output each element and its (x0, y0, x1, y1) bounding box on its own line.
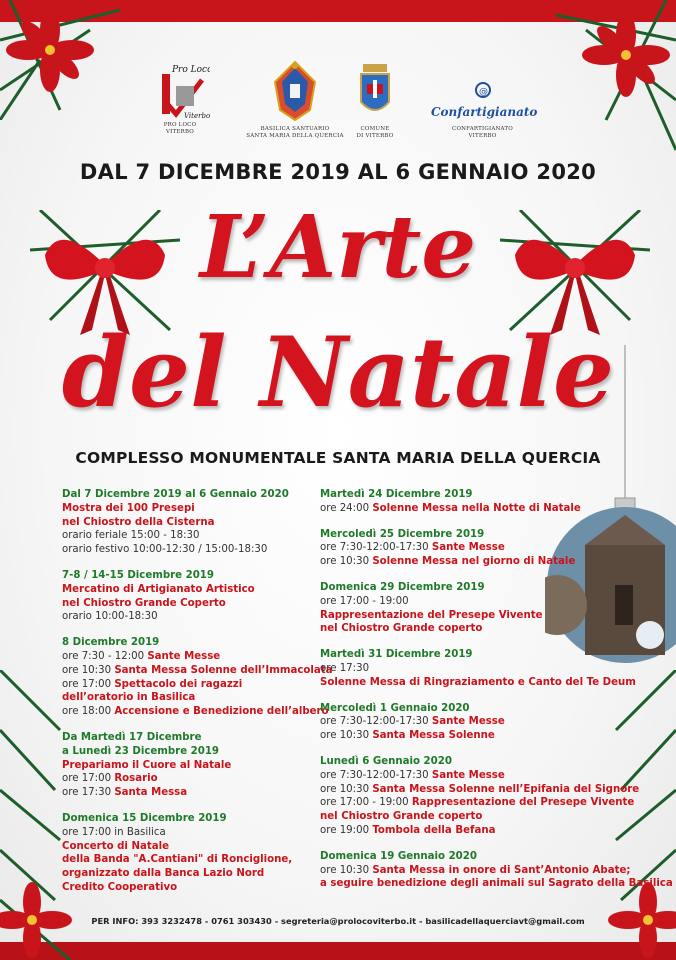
event-date: 7-8 / 14-15 Dicembre 2019 (62, 569, 214, 581)
event-description: Santa Messa Solenne (372, 730, 495, 742)
logo-confartigianato (425, 60, 540, 140)
event-description: Mostra dei 100 Presepi (62, 502, 195, 514)
event-description: Concerto di Natale (62, 840, 169, 852)
event-date: Domenica 15 Dicembre 2019 (62, 812, 227, 824)
event-line (320, 595, 610, 609)
svg-text:Confartigianato: Confartigianato (430, 105, 537, 119)
event-time: ore 10:30 (320, 783, 373, 795)
event-time: orario 10:00-18:30 (62, 611, 158, 623)
event-line (62, 597, 312, 611)
event-line (62, 759, 312, 773)
event-date: a Lunedì 23 Dicembre 2019 (62, 745, 220, 757)
event-date: Martedì 24 Dicembre 2019 (320, 489, 473, 500)
event-time: ore 17:00 (62, 773, 115, 785)
event-line (320, 877, 673, 891)
basilica-crest-icon (270, 60, 320, 122)
event-time: ore 7:30-12:00-17:30 (320, 542, 432, 554)
event-description: Santa Messa (114, 787, 188, 799)
event-line (320, 824, 610, 838)
event-description: Santa Messa in onore di Sant’Antonio Abate; (372, 864, 631, 876)
event-description: Solenne Messa nella Notte di Natale (372, 502, 581, 514)
program-event (62, 488, 312, 557)
event-line (62, 867, 312, 881)
event-date: Martedì 31 Dicembre 2019 (320, 649, 473, 661)
program-event (62, 636, 333, 719)
event-period-heading: DAL 7 DICEMBRE 2019 AL 6 GENNAIO 2020 (79, 160, 597, 184)
main-title-line2: del Natale (61, 316, 615, 429)
program-event (62, 731, 312, 800)
event-description: Spettacolo dei ragazzi (114, 678, 243, 690)
contact-info-footer: PER INFO: 393 3232478 - 0761 303430 - segreteria@prolocoviterbo.it - basilicadellaquerciavt@gmail.com (91, 916, 585, 926)
event-description: Santa Messa Solenne dell’Immacolata (114, 664, 333, 676)
event-description: Accensione e Benedizione dell’albero (114, 706, 329, 718)
event-line (62, 610, 312, 624)
event-time: ore 17:00 - 19:00 (320, 595, 409, 607)
event-description: nel Chiostro Grande Coperto (62, 597, 226, 609)
event-description: Solenne Messa nel giorno di Natale (372, 556, 576, 568)
event-line (320, 810, 610, 824)
svg-text:Pro Loco: Pro Loco (172, 65, 210, 75)
event-date: Domenica 19 Gennaio 2020 (320, 850, 477, 862)
event-time: ore 10:30 (320, 864, 373, 876)
event-description: Rosario (114, 773, 158, 785)
event-description: Sante Messe (431, 769, 505, 781)
event-date: Mercoledì 25 Dicembre 2019 (320, 528, 485, 540)
event-time: ore 10:30 (62, 664, 115, 676)
event-time: orario feriale 15:00 - 18:30 (62, 530, 200, 542)
event-description: Credito Cooperativo (62, 881, 178, 893)
event-date: Da Martedì 17 Dicembre (62, 731, 202, 743)
event-time: ore 17:30 (320, 662, 370, 674)
event-description: nel Chiostro Grande coperto (320, 811, 483, 823)
logo-bar (0, 60, 676, 156)
program-column-left (62, 488, 333, 907)
event-time: ore 17:00 - 19:00 (320, 797, 412, 809)
event-description: Prepariamo il Cuore al Natale (62, 759, 232, 771)
event-line (320, 783, 640, 797)
venue-heading: COMPLESSO MONUMENTALE SANTA MARIA DELLA QUERCIA (75, 449, 601, 467)
event-line (62, 678, 312, 692)
event-description: a seguire benedizione degli animali sul Sagrato della Basilica (320, 878, 673, 890)
svg-text:Viterbo: Viterbo (184, 112, 210, 118)
event-line (320, 502, 610, 516)
event-description: nel Chiostro Grande coperto (320, 623, 483, 635)
event-date: Dal 7 Dicembre 2019 al 6 Gennaio 2020 (62, 489, 289, 500)
event-date: Mercoledì 1 Gennaio 2020 (320, 702, 470, 714)
logo-pro-loco (140, 60, 220, 136)
event-line (320, 555, 610, 569)
event-time: orario festivo 10:00-12:30 / 15:00-18:30 (62, 544, 268, 556)
program-event (62, 569, 312, 624)
logo-caption: PRO LOCO VITERBO (163, 122, 197, 135)
event-line (320, 729, 610, 743)
pro-loco-logo-icon (150, 60, 210, 118)
logo-caption: CONFARTIGIANATO VITERBO (452, 126, 513, 139)
event-time: ore 19:00 (320, 824, 373, 836)
logo-caption: COMUNE DI VITERBO (356, 126, 394, 139)
svg-text:@: @ (478, 87, 488, 97)
event-line (320, 796, 635, 810)
event-line (62, 786, 312, 800)
event-time: ore 7:30-12:00-17:30 (320, 716, 432, 728)
program-event (320, 755, 640, 838)
program-event (320, 528, 610, 569)
event-description: della Banda "A.Cantiani" di Ronciglione, (62, 854, 293, 866)
event-description: dell’oratorio in Basilica (62, 692, 196, 704)
event-time: ore 24:00 (320, 502, 373, 514)
logo-comune (345, 60, 405, 140)
event-line (320, 609, 610, 623)
logo-basilica (240, 60, 350, 140)
event-line (62, 583, 312, 597)
main-title-line1: L’Arte (199, 197, 477, 298)
event-time: ore 17:30 (62, 787, 115, 799)
event-description: Mercatino di Artigianato Artistico (62, 583, 255, 595)
event-date: Lunedì 6 Gennaio 2020 (320, 755, 452, 767)
comune-crest-icon (357, 60, 393, 122)
event-line (62, 529, 312, 543)
event-line (320, 769, 610, 783)
program-event (320, 581, 610, 636)
event-time: ore 10:30 (320, 730, 373, 742)
event-description: organizzato dalla Banca Lazio Nord (62, 868, 265, 880)
event-line (62, 826, 312, 840)
program-event (320, 702, 610, 743)
event-line (320, 864, 631, 878)
event-line (320, 715, 610, 729)
event-description: Rappresentazione del Presepe Vivente (411, 797, 635, 809)
event-line (62, 543, 312, 557)
event-line (62, 772, 312, 786)
program-event (62, 812, 312, 895)
event-date: Domenica 29 Dicembre 2019 (320, 581, 485, 593)
program-event (320, 488, 610, 516)
event-line (62, 502, 312, 516)
event-line (320, 541, 610, 555)
confartigianato-logo-icon (428, 60, 538, 122)
bottom-red-band (0, 942, 676, 960)
event-line (320, 676, 636, 690)
logo-caption: BASILICA SANTUARIO SANTA MARIA DELLA QUERCIA (246, 126, 344, 139)
event-line (62, 853, 312, 867)
event-line (62, 691, 312, 705)
event-line (62, 881, 312, 895)
event-time: ore 17:00 (62, 678, 115, 690)
program-event (320, 648, 636, 689)
event-time: ore 7:30 - 12:00 (62, 650, 148, 662)
event-line (62, 650, 312, 664)
event-line (62, 664, 333, 678)
event-description: Sante Messe (147, 650, 221, 662)
program-column-right (320, 488, 673, 903)
event-line (62, 705, 329, 719)
event-description: Solenne Messa di Ringraziamento e Canto del Te Deum (320, 676, 636, 688)
event-line (62, 840, 312, 854)
event-description: nel Chiostro della Cisterna (62, 516, 215, 528)
event-date: 8 Dicembre 2019 (62, 637, 160, 649)
event-time: ore 7:30-12:00-17:30 (320, 769, 432, 781)
event-description: Sante Messe (431, 716, 505, 728)
event-description: Tombola della Befana (372, 824, 496, 836)
event-description: Santa Messa Solenne nell’Epifania del Signore (372, 783, 640, 795)
event-time: ore 10:30 (320, 556, 373, 568)
event-description: Sante Messe (431, 542, 505, 554)
event-line (62, 516, 312, 530)
event-time: ore 18:00 (62, 706, 115, 718)
event-time: ore 17:00 in Basilica (62, 826, 166, 838)
event-line (320, 662, 610, 676)
program-event (320, 850, 673, 891)
event-line (320, 622, 610, 636)
event-description: Rappresentazione del Presepe Vivente (320, 609, 543, 621)
